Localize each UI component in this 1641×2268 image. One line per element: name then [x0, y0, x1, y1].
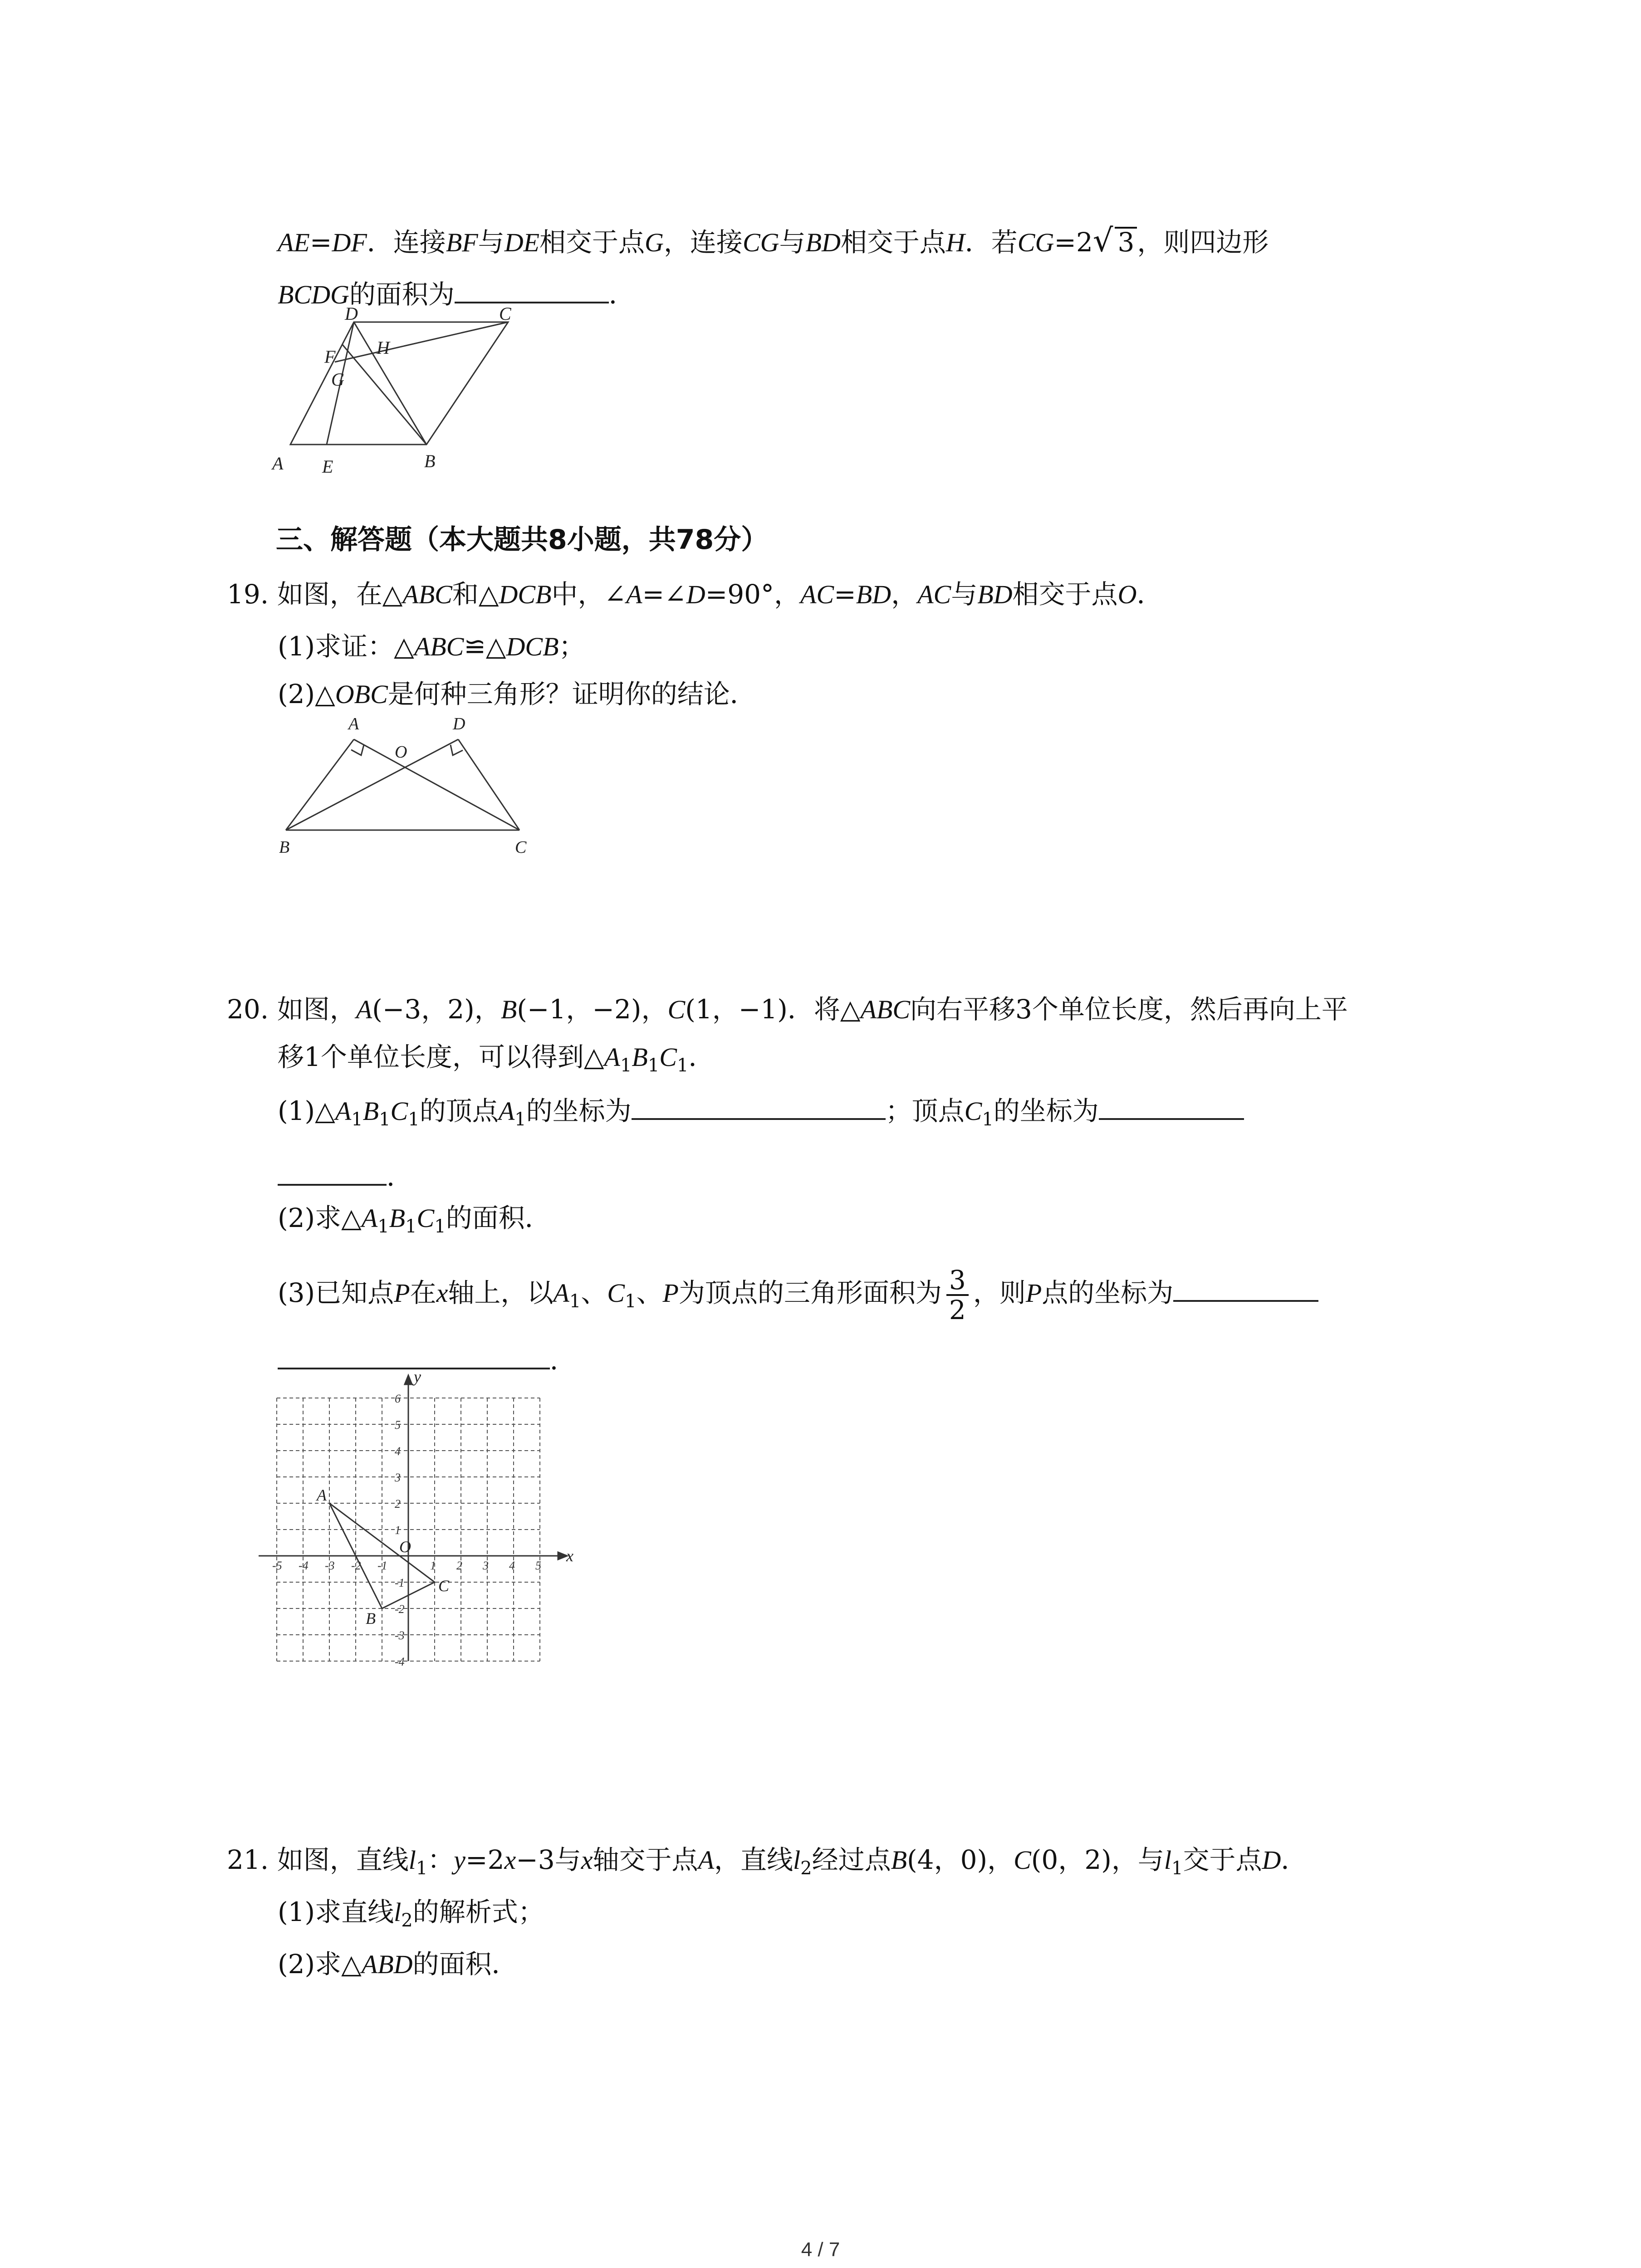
- y-tick-label: 2: [395, 1497, 401, 1510]
- section-3-heading: 三、解答题（本大题共8小题，共78分）: [276, 524, 769, 556]
- q18-label-g: G: [331, 369, 344, 390]
- q19-label-d: D: [453, 714, 465, 733]
- q18-label-a: A: [272, 453, 284, 474]
- x-tick-label: 3: [483, 1559, 489, 1572]
- q18-label-f: F: [324, 347, 336, 367]
- y-tick-label: 6: [395, 1392, 401, 1405]
- x-tick-label: 1: [430, 1559, 436, 1572]
- q18-label-e: E: [322, 456, 333, 477]
- q18-label-b: B: [424, 451, 436, 471]
- q21-part-1: (1)求直线$l_2$的解析式；: [278, 1897, 544, 1931]
- x-tick-label: 4: [509, 1559, 515, 1572]
- point-label-b: B: [366, 1609, 376, 1628]
- y-axis-arrow: [405, 1375, 412, 1384]
- y-tick-label: -2: [395, 1603, 405, 1616]
- q18-label-c: C: [499, 303, 511, 324]
- point-label-a: A: [317, 1486, 327, 1504]
- q18-line-1: AE=DF．连接BF与DE相交于点G，连接CG与BD相交于点H．若CG=2√ 3 ，则四边形: [278, 222, 1269, 259]
- q20-part-1: $(1)\triangle A_1B_1C_1$的顶点$A_1$的坐标为 ；顶点$C_1$的坐标为: [278, 1091, 1244, 1138]
- x-tick-label: -2: [351, 1559, 361, 1572]
- q18-answer-blank[interactable]: [455, 274, 609, 303]
- point-label-c: C: [438, 1577, 450, 1595]
- page-number: 4 / 7: [801, 2239, 840, 2261]
- x-axis-label: x: [566, 1547, 573, 1565]
- q19-label-b: B: [279, 838, 290, 857]
- q20-c1-answer-blank[interactable]: [1099, 1091, 1244, 1120]
- y-tick-label: 5: [395, 1418, 401, 1432]
- q19-triangles-figure: [272, 712, 531, 862]
- y-tick-label: 1: [395, 1524, 401, 1537]
- q18-label-h: H: [377, 337, 390, 358]
- x-tick-label: -3: [325, 1559, 335, 1572]
- q19-label-c: C: [515, 838, 527, 857]
- q20-c1-answer-blank-cont[interactable]: [278, 1157, 387, 1186]
- q19-part-2: (2)△OBC是何种三角形？证明你的结论．: [278, 679, 756, 709]
- y-tick-label: -4: [395, 1655, 405, 1668]
- q18-parallelogram-figure: [272, 303, 517, 477]
- y-axis-label: y: [414, 1368, 421, 1386]
- x-tick-label: -5: [272, 1559, 282, 1572]
- x-tick-label: -1: [377, 1559, 387, 1572]
- x-axis-arrow: [558, 1552, 567, 1559]
- x-tick-label: 5: [535, 1559, 541, 1572]
- q20-part-3-continuation: ．: [278, 1340, 576, 1378]
- q20-coordinate-grid: [272, 1365, 603, 1701]
- q20-area-fraction: $\frac{3}{2}$: [946, 1266, 969, 1324]
- q20-part-3: (3)已知点P在x轴上，以$A_1$、$C_1$、P为顶点的三角形面积为 $\frac{3}{2}$ ，则P点的坐标为: [278, 1263, 1318, 1331]
- y-tick-label: 3: [395, 1471, 401, 1484]
- q18-label-d: D: [345, 303, 358, 324]
- q20-p-answer-blank[interactable]: [1173, 1273, 1318, 1302]
- q18-line-2: BCDG的面积为 ．: [278, 274, 635, 313]
- q19-part-1: (1)求证：△ABC≌△DCB；: [278, 631, 585, 662]
- y-tick-label: 4: [395, 1445, 401, 1458]
- y-tick-label: -1: [395, 1576, 405, 1589]
- q20-stem-line-1: 20. 如图，A(−3，2)，B(−1，−2)，C(1，−1)．将△ABC向右平移3个单位长度，然后再向上平: [227, 994, 1348, 1025]
- q21-part-2: (2)求△ABD的面积．: [278, 1949, 518, 1980]
- x-tick-label: -4: [299, 1559, 309, 1572]
- origin-label: O: [399, 1538, 411, 1556]
- q19-stem: 19. 如图，在△ABC和△DCB中，∠A=∠D=90°，AC=BD，AC与BD相交于点O．: [227, 579, 1163, 610]
- q20-stem-line-2: 移1个单位长度，可以得到$\triangle A_1B_1C_1$．: [278, 1041, 715, 1076]
- y-tick-label: -3: [395, 1629, 405, 1642]
- q20-part-2: (2)求$\triangle A_1B_1C_1$的面积．: [278, 1202, 551, 1237]
- q20-a1-answer-blank[interactable]: [632, 1091, 886, 1120]
- q19-label-a: A: [348, 714, 359, 733]
- q21-stem: 21. 如图，直线$l_1$：y=2x−3与x轴交于点A，直线$l_2$经过点B(4，0)，C(0，2)，与$l_1$交于点D．: [227, 1844, 1308, 1879]
- q20-part-1-continuation: ．: [278, 1157, 413, 1195]
- q19-label-o: O: [395, 743, 407, 762]
- x-tick-label: 2: [456, 1559, 462, 1572]
